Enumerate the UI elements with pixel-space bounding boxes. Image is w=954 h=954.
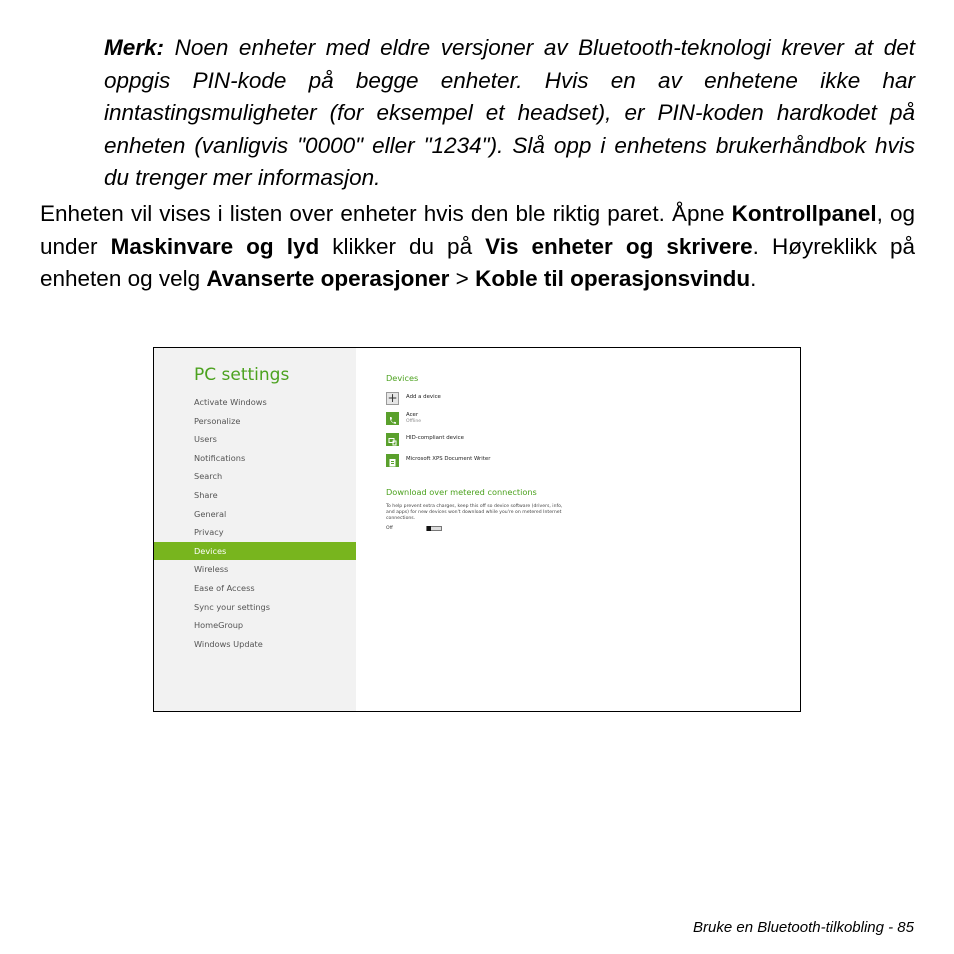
para-bold-kontrollpanel: Kontrollpanel [731, 201, 877, 226]
device-name: HID-compliant device [406, 435, 464, 441]
add-device-icon[interactable]: + [387, 391, 398, 405]
note-label: Merk: [104, 35, 165, 60]
para-text-4: . Høyreklikk på enheten og velg [40, 233, 915, 291]
hid-device-icon [386, 433, 399, 446]
metered-toggle[interactable] [426, 526, 442, 531]
nav-item-general[interactable]: General [194, 508, 227, 519]
add-device-label: Add a device [406, 394, 441, 400]
nav-item-privacy[interactable]: Privacy [194, 527, 224, 538]
para-text-6: . [750, 266, 757, 291]
note-text: Noen enheter med eldre versjoner av Bluetooth-teknologi krever at det oppgis PIN-kode på begge enheter. Hvis en av enhetene ikke har inntastingsmuligheter (for eksempel et headset), er PIN-koden hardkodet på enheten (vanligvis "0000" eller "1234"). Slå opp i enhetens brukerhåndbok hvis du trenger mer informasjon. [104, 35, 915, 190]
device-name: Acer [406, 412, 419, 418]
settings-sidebar [154, 348, 356, 711]
toggle-knob [427, 526, 431, 531]
printer-icon [386, 454, 399, 467]
metered-description: To help prevent extra charges, keep this off so device software (drivers, info, and apps) for new devices won't download while you're on metered Internet connections. [386, 504, 563, 521]
pc-settings-screenshot [153, 347, 801, 712]
nav-item-share[interactable]: Share [194, 489, 218, 500]
metered-heading: Download over metered connections [386, 487, 537, 497]
settings-title: PC settings [194, 365, 290, 385]
nav-item-sync-your-settings[interactable]: Sync your settings [194, 601, 270, 612]
page-footer: Bruke en Bluetooth-tilkobling - 85 [693, 919, 914, 936]
nav-item-ease-of-access[interactable]: Ease of Access [194, 582, 255, 593]
settings-nav [154, 393, 356, 653]
device-status: Offline [406, 419, 422, 424]
para-text-2: , og under [40, 201, 916, 259]
para-bold-koble: Koble til operasjonsvindu [475, 266, 751, 291]
note-paragraph [104, 32, 915, 195]
nav-item-notifications[interactable]: Notifications [194, 452, 246, 463]
nav-item-windows-update[interactable]: Windows Update [194, 638, 263, 649]
para-bold-vis-enheter: Vis enheter og skrivere [485, 233, 753, 259]
para-bold-maskinvare: Maskinvare og lyd [110, 233, 320, 259]
nav-item-search[interactable]: Search [194, 471, 223, 482]
nav-item-devices[interactable]: Devices [154, 542, 356, 561]
devices-pane [356, 348, 800, 711]
phone-icon [386, 412, 399, 425]
nav-item-homegroup[interactable]: HomeGroup [194, 620, 244, 631]
para-text-3: klikker du på [319, 233, 486, 259]
nav-item-personalize[interactable]: Personalize [194, 415, 241, 426]
nav-item-users[interactable]: Users [194, 434, 217, 445]
para-text-5: > [449, 266, 476, 291]
nav-item-wireless[interactable]: Wireless [194, 564, 229, 575]
toggle-label: Off [386, 526, 393, 531]
nav-item-activate-windows[interactable]: Activate Windows [194, 397, 267, 407]
body-paragraph [40, 198, 915, 296]
para-bold-avanserte: Avanserte operasjoner [206, 266, 450, 291]
para-text-1: Enheten vil vises i listen over enheter hvis den ble riktig paret. Åpne [40, 201, 732, 226]
devices-heading: Devices [386, 373, 419, 383]
device-name: Microsoft XPS Document Writer [406, 456, 491, 462]
